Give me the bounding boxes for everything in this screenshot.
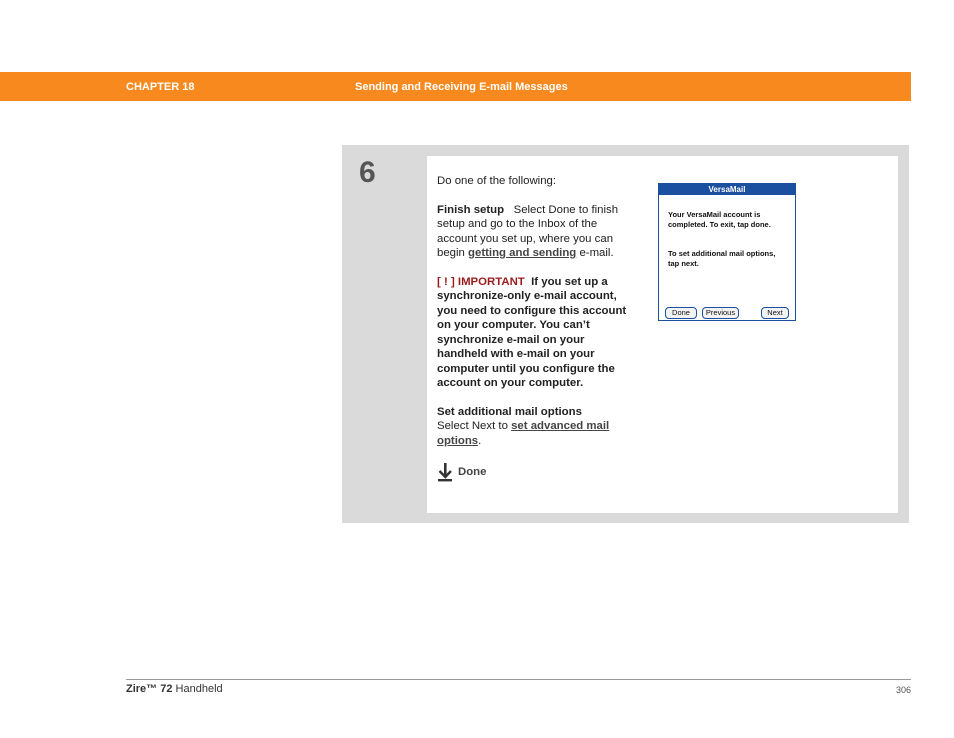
finish-setup-heading: Finish setup <box>437 203 505 216</box>
chapter-label: CHAPTER 18 <box>126 81 195 93</box>
step-content <box>437 174 632 482</box>
footer-divider <box>126 679 911 680</box>
step-intro: Do one of the following: <box>437 175 557 187</box>
additional-options-paragraph <box>437 405 632 449</box>
finish-setup-paragraph <box>437 203 632 261</box>
important-bracket-open: [ <box>437 275 441 288</box>
getting-and-sending-link[interactable]: getting and sending <box>468 247 577 259</box>
additional-options-after: . <box>478 434 482 447</box>
finish-setup-text: Select Done to finish setup and go to the Inbox of the account you set up, where you can begin <box>437 203 619 259</box>
footer-product-suffix: Handheld <box>175 683 223 695</box>
important-text: If you set up a synchronize-only e-mail account, you need to configure this account on your computer. You can’t synchronize e-mail on your handheld with e-mail on your computer until you configure the account on your computer. <box>437 275 627 389</box>
finish-setup-after: e-mail. <box>579 247 614 259</box>
versamail-device-screen <box>658 183 796 321</box>
additional-options-text: Select Next to <box>437 420 508 432</box>
device-previous-button[interactable]: Previous <box>702 307 739 319</box>
set-advanced-mail-options-link[interactable]: set advanced mail options <box>437 420 610 447</box>
device-done-button[interactable]: Done <box>665 307 697 319</box>
device-title-bar: VersaMail <box>659 184 795 195</box>
done-label: Done <box>458 465 487 478</box>
done-arrow-icon <box>437 462 453 482</box>
important-paragraph <box>437 275 632 391</box>
chapter-title: Sending and Receiving E-mail Messages <box>355 81 568 93</box>
footer-product-name: Zire™ 72 <box>126 683 173 695</box>
important-mark-icon: ! <box>443 275 448 288</box>
important-label: IMPORTANT <box>457 275 525 288</box>
footer-product <box>126 683 223 695</box>
device-message-options: To set additional mail options, tap next. <box>668 249 776 268</box>
device-message-completed: Your VersaMail account is completed. To exit, tap done. <box>668 210 771 229</box>
step-number-column <box>352 156 427 513</box>
device-next-button[interactable]: Next <box>761 307 789 319</box>
page-number: 306 <box>895 685 911 695</box>
additional-options-heading: Set additional mail options <box>437 405 582 418</box>
done-row <box>437 462 632 482</box>
step-number: 6 <box>359 156 376 189</box>
important-bracket-close: ] <box>450 275 455 288</box>
